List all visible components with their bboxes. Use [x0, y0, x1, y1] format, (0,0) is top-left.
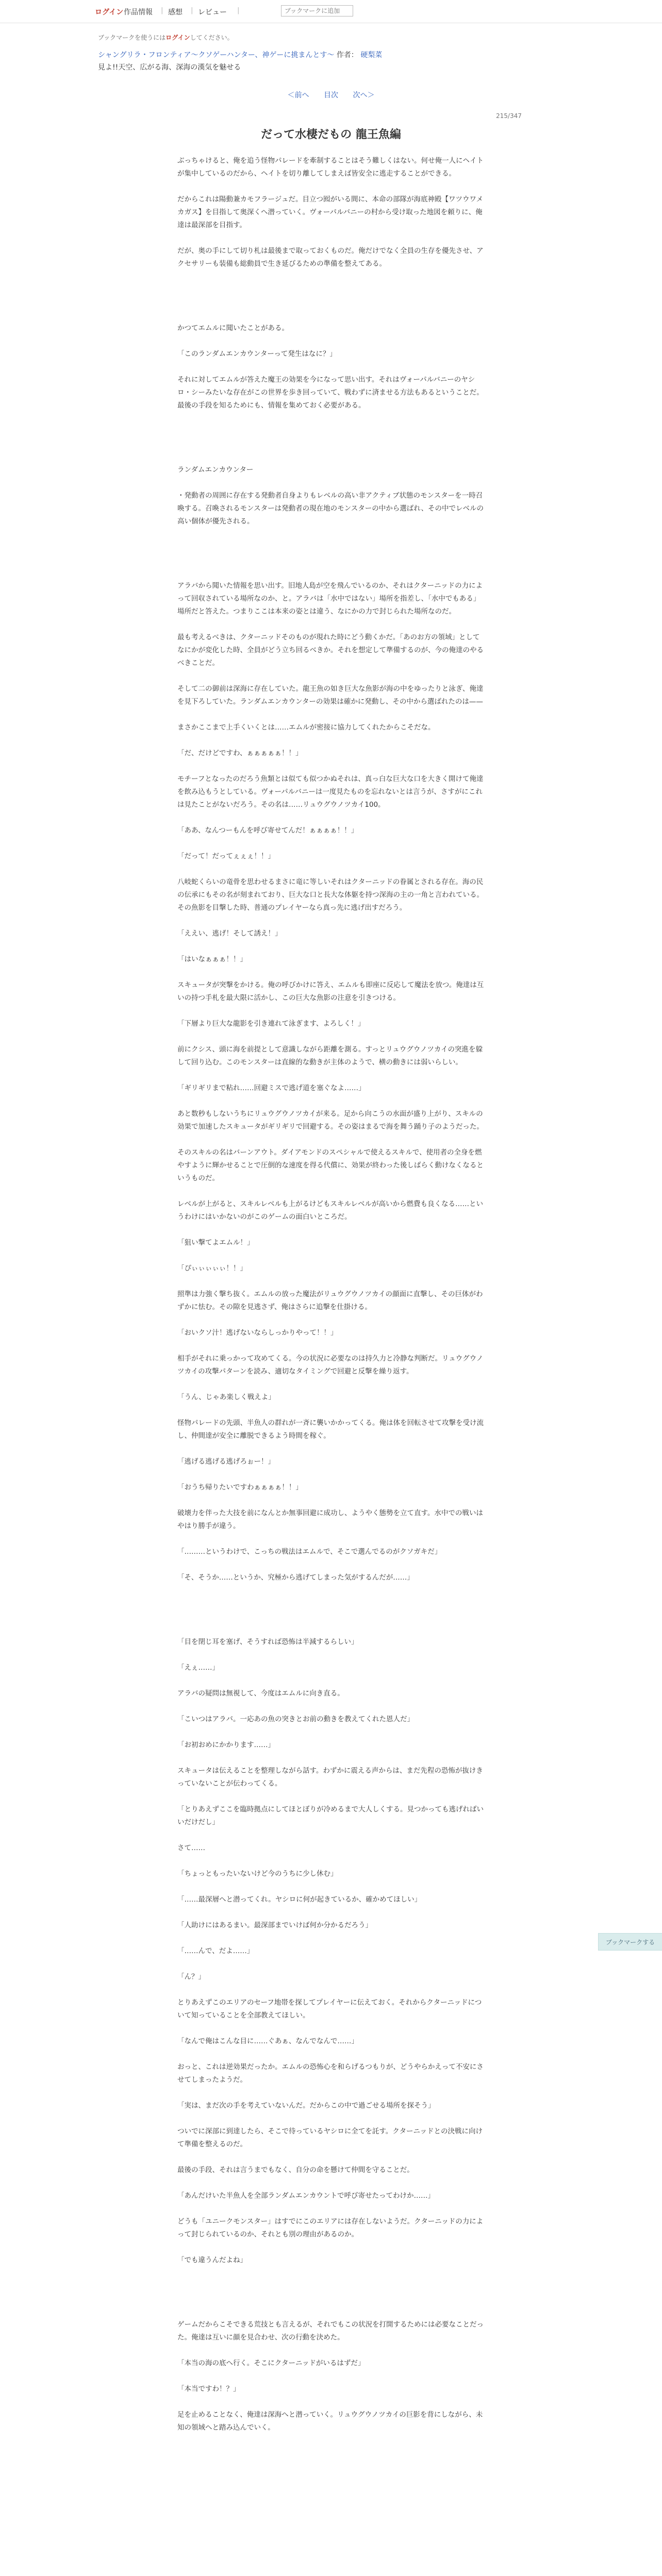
- novel-paragraph: 「お初おめにかかります……」: [177, 1741, 275, 1749]
- novel-paragraph: 相手がそれに乗っかって攻めてくる。今の状況に必要なのは持久力と冷静な判断だ。リュウグウノツカイの攻撃パターンを読み、適切なタイミングで回避と反撃を繰り返す。: [177, 1354, 484, 1376]
- pager-top: [0, 90, 662, 100]
- novel-paragraph: 「ええい、逃げ！そして誘え！」: [177, 929, 282, 938]
- novel-paragraph: スキュータが突撃をかける。俺の呼びかけに答え、エムルも即座に反応して魔法を放つ。俺達は互いの持つ手札を最大限に活かし、この巨大な魚影の注意を引きつける。: [177, 981, 484, 1002]
- novel-paragraph: それに対してエムルが答えた魔王の効果を今になって思い出す。それはヴォーパルバニーのヤシロ・シーみたいな存在がこの世界を歩き回っていて、戦わずに済ませる方法もあるということだ。最後の手段を知るためにも、情報を集めておく必要がある。: [177, 376, 484, 410]
- prev-link[interactable]: ＜前へ: [287, 91, 309, 99]
- novel-paragraph: ゲームだからこそできる荒技とも言えるが、それでもこの状況を打開するためには必要なことだった。俺達は互いに顔を見合わせ、次の行動を決めた。: [177, 2320, 484, 2342]
- novel-paragraph: 「ぴぃぃぃぃぃ！！」: [177, 1264, 247, 1273]
- novel-paragraph: 「そ、そうか……というか、究極から逃げてしまった気がするんだが……」: [177, 1573, 414, 1582]
- novel-paragraph: あと数秒もしないうちにリュウグウノツカイが来る。足から向こうの水面が盛り上がり、スキルの効果で加速したスキュータがギリギリで回避する。その姿はまるで海を舞う踊り子のようだった。: [177, 1110, 484, 1131]
- novel-paragraph: 「本当の海の底へ行く。そこにクターニッドがいるはずだ」: [177, 2359, 365, 2367]
- novel-paragraph: 「……最深層へと潜ってくれ。ヤシロに何が起きているか、確かめてほしい」: [177, 1895, 422, 1904]
- novel-paragraph: 「ちょっともったいないけど今のうちに少し休む」: [177, 1870, 338, 1878]
- bookmark-note-prefix: ブックマークを使うには: [98, 34, 166, 41]
- novel-paragraph: 最後の手段、それは言うまでもなく、自分の命を懸けて仲間を守ることだ。: [177, 2166, 414, 2174]
- novel-paragraph: スキュータは伝えることを整理しながら話す。わずかに震える声からは、まだ先程の恐怖が抜けきっていないことが伝わってくる。: [177, 1767, 483, 1788]
- novel-paragraph: 「こいつはアラバ。一応あの魚の突きとお前の動きを教えてくれた恩人だ」: [177, 1715, 414, 1723]
- nav-separator: |: [191, 6, 193, 14]
- novel-paragraph: だからこれは陽動兼カモフラージュだ。目立つ囮がいる間に、本命の部隊が海底神殿【ワツウワメカガス】を目指して奥深くへ潜っていく。ヴォーパルバニーの村から受け取った地図を頼りに、俺達は最深部を目指す。: [177, 195, 484, 229]
- novel-paragraph: アラバから聞いた情報を思い出す。旧地人島が空を飛んでいるのか、それはクターニッドの力によって回収されている場所なのか、と。アラバは「水中ではない」場所を指差し、「水中でもある」場所だと答えた。つまりここは本来の姿とは違う、なにかの力で封じられた場所なのだ。: [177, 582, 483, 616]
- novel-paragraph: どうも「ユニークモンスター」はすでにこのエリアには存在しないようだ。クターニッドの力によって封じられているのか、それとも別の理由があるのか。: [177, 2217, 484, 2239]
- novel-paragraph: 「下層より巨大な龍影を引き連れて泳ぎます、よろしく！」: [177, 1020, 365, 1028]
- novel-paragraph: さて……: [177, 1844, 205, 1852]
- nav-link-reviews[interactable]: レビュー: [198, 8, 227, 16]
- author-link[interactable]: 硬梨菜: [360, 51, 383, 59]
- next-link[interactable]: 次へ＞: [353, 91, 375, 99]
- novel-paragraph: 「えぇ……」: [177, 1664, 219, 1672]
- novel-paragraph: とりあえずこのエリアのセーフ地帯を探してプレイヤーに伝えておく。それからクターニッドについて知っていることを全部教えてほしい。: [177, 1998, 482, 2020]
- novel-paragraph: 「なんで俺はこんな目に……ぐあぁ、なんでなんで……」: [177, 2037, 358, 2045]
- novel-paragraph: まさかここまで上手くいくとは……エムルが密接に協力してくれたからこそだな。: [177, 723, 435, 732]
- nav-separator: |: [237, 6, 240, 14]
- novel-body: [177, 155, 485, 2447]
- novel-paragraph: 「ああ、なんつーもんを呼び寄せてんだ！ぁぁぁぁ！！」: [177, 826, 358, 835]
- novel-paragraph: 「このランダムエンカウンターって発生はなに？」: [177, 350, 337, 358]
- novel-paragraph: 「だって！だってぇぇぇ！！」: [177, 852, 275, 860]
- novel-paragraph: レベルが上がると、スキルレベルも上がるけどもスキルレベルが高いから燃費も良くなる……というわけにはいかないのがこのゲームの面白いところだ。: [177, 1200, 484, 1221]
- bookmark-note-suffix: してください。: [190, 34, 234, 41]
- novel-paragraph: 「はいなぁぁぁ！！」: [177, 955, 247, 963]
- login-link[interactable]: ログイン: [95, 8, 124, 16]
- novel-paragraph: 照準は力強く撃ち抜く。エムルの放った魔法がリュウグウノツカイの顔面に直撃し、その巨体がわずかに怯む。その隙を見逃さず、俺はさらに追撃を仕掛ける。: [177, 1290, 483, 1311]
- series-title-link[interactable]: シャングリラ・フロンティア〜クソゲーハンター、神ゲーに挑まんとす〜: [98, 51, 335, 59]
- novel-paragraph: 八岐蛇くらいの竜骨を思わせるまさに竜に等しいそれはクターニッドの眷属とされる存在。海の民の伝承にもその名が刻まれており、巨大な口と長大な体躯を持つ深海の主の一角と言われている。その魚影を目撃した時、普通のプレイヤーなら真っ先に逃げ出すだろう。: [177, 878, 484, 912]
- novel-paragraph: だが、奥の手にして切り札は最後まで取っておくものだ。俺だけでなく全員の生存を優先させ、アクセサリーも装備も総動員で生き延びるための準備を整えてある。: [177, 247, 484, 268]
- novel-paragraph: そのスキルの名はバーンアウト。ダイアモンドのスペシャルで使えるスキルで、使用者の全身を燃やすように輝かせることで圧倒的な速度を得る代償に、効果が終わった後しばらく動けなくなるというものだ。: [177, 1148, 484, 1182]
- novel-paragraph: 「とりあえずここを臨時拠点にしてほとぼりが冷めるまで大人しくする。見つかっても逃げればいいだけだし」: [177, 1805, 484, 1826]
- nav-link-work-info[interactable]: 作品情報: [124, 8, 153, 16]
- novel-paragraph: ・発動者の周囲に存在する発動者自身よりもレベルの高い非アクティブ状態のモンスターを一時召喚する。召喚されるモンスターは発動者の現在地のモンスターの中から選ばれ、その中でレベルの高い個体が優先される。: [177, 492, 484, 526]
- bookmark-tab-button[interactable]: ブックマークする: [598, 1933, 662, 1951]
- novel-paragraph: 「狙い撃てよエムル！」: [177, 1239, 254, 1247]
- novel-paragraph: 「………というわけで、こっちの戦法はエムルで、そこで選んでるのがクソガキだ」: [177, 1548, 442, 1556]
- novel-paragraph: ぶっちゃけると、俺を追う怪物パレードを牽制することはそう難しくはない。何せ俺一人にヘイトが集中しているのだから、ヘイトを切り離してしまえば皆安全に逃走することができる。: [177, 157, 484, 178]
- novel-paragraph: おっと、これは逆効果だったか。エムルの恐怖心を和らげるつもりが、どうやらかえって不安にさせてしまったようだ。: [177, 2063, 484, 2084]
- novel-paragraph: 「でも違うんだよね」: [177, 2256, 247, 2264]
- chapter-subtitle: 見よ!!天空、広がる海、深海の漢気を魅せる: [98, 63, 241, 72]
- novel-paragraph: 「あんだけいた半魚人を全部ランダムエンカウントで呼び寄せたってわけか……」: [177, 2192, 435, 2200]
- episode-title: だって水棲だもの 龍王魚編: [261, 128, 401, 141]
- top-nav: [0, 0, 662, 23]
- novel-paragraph: 「だ、だけどですわ、ぁぁぁぁぁ！！」: [177, 749, 303, 757]
- bookmark-login-link[interactable]: ログイン: [166, 34, 190, 41]
- novel-paragraph: 「人助けにはあるまい。最深部までいけば何か分かるだろう」: [177, 1921, 372, 1929]
- breadcrumb: [98, 49, 382, 60]
- novel-paragraph: 「……んで、だよ……」: [177, 1947, 254, 1955]
- novel-paragraph: 「ん？」: [177, 1973, 205, 1981]
- bookmark-note: [98, 33, 234, 42]
- nav-link-impressions[interactable]: 感想: [168, 8, 183, 16]
- novel-paragraph: 怪物パレードの先頭、半魚人の群れが一斉に襲いかかってくる。俺は体を回転させて攻撃を受け流し、仲間達が安全に離脱できるよう時間を稼ぐ。: [177, 1419, 484, 1440]
- novel-paragraph: 「おいクソ汁！逃げないならしっかりやって！！」: [177, 1329, 338, 1337]
- novel-paragraph: 「目を閉じ耳を塞げ、そうすれば恐怖は半減するらしい」: [177, 1638, 358, 1646]
- novel-paragraph: ついでに深部に到達したら、そこで待っているヤシロに全てを託す。クターニッドとの決戦に向けて準備を整えるのだ。: [177, 2127, 483, 2148]
- novel-paragraph: 「本当ですわ！？」: [177, 2385, 240, 2393]
- novel-paragraph: 「おうち帰りたいですわぁぁぁぁ！！」: [177, 1483, 303, 1492]
- novel-paragraph: 「ギリギリまで粘れ……回避ミスで逃げ道を塞ぐなよ……」: [177, 1084, 366, 1092]
- novel-paragraph: アラバの疑問は無視して、今度はエムルに向き直る。: [177, 1689, 344, 1698]
- novel-paragraph: 前にクシス、頭に海を前提として意識しながら距離を測る。すっとリュウグウノツカイの突進を躱して回り込む。このモンスターは直線的な動きが主体のようで、横の動きには弱いらしい。: [177, 1045, 483, 1066]
- novel-paragraph: 破壊力を伴った大技を前になんとか無事回避に成功し、ようやく態勢を立て直す。水中での戦いはやはり勝手が違う。: [177, 1509, 483, 1530]
- novel-paragraph: そして二の御前は深海に存在していた。龍王魚の如き巨大な魚影が海の中をゆったりと泳ぎ、俺達を見下ろしていた。ランダムエンカウンターの効果は確かに発動し、その中から選ばれたのは——: [177, 685, 484, 706]
- page-number: 215/347: [496, 112, 522, 120]
- novel-paragraph: 「実は、まだ次の手を考えていないんだ。だからこの中で過ごせる場所を探そう」: [177, 2102, 435, 2110]
- nav-separator: |: [161, 6, 163, 14]
- novel-paragraph: ランダムエンカウンター: [177, 466, 254, 474]
- toc-link[interactable]: 目次: [324, 91, 338, 99]
- bookmark-input[interactable]: [281, 5, 353, 16]
- author-label: 作者：: [336, 51, 358, 59]
- novel-paragraph: 「うん、じゃあ楽しく戦えよ」: [177, 1393, 275, 1401]
- novel-paragraph: 最も考えるべきは、クターニッドそのものが現れた時にどう動くかだ。「あのお方の領域」としてなにかが変化した時、全員がどう立ち回るべきか。それを想定して準備するのが、今の俺達のやるべきことだ。: [177, 633, 484, 667]
- novel-paragraph: かつてエムルに聞いたことがある。: [177, 324, 289, 332]
- novel-paragraph: 足を止めることなく、俺達は深海へと潜っていく。リュウグウノツカイの巨影を背にしながら、未知の領域へと踏み込んでいく。: [177, 2411, 483, 2432]
- novel-paragraph: モチーフとなったのだろう魚類とは似ても似つかぬそれは、真っ白な巨大な口を大きく開けて俺達を飲み込もうとしている。ヴォーパルバニーは一度見たものを忘れないとは言うが、さすがにこれは見たことがないだろう。その名は……リュウグウノツカイ100。: [177, 775, 484, 809]
- novel-paragraph: 「逃げる逃げる逃げろぉー！」: [177, 1458, 275, 1466]
